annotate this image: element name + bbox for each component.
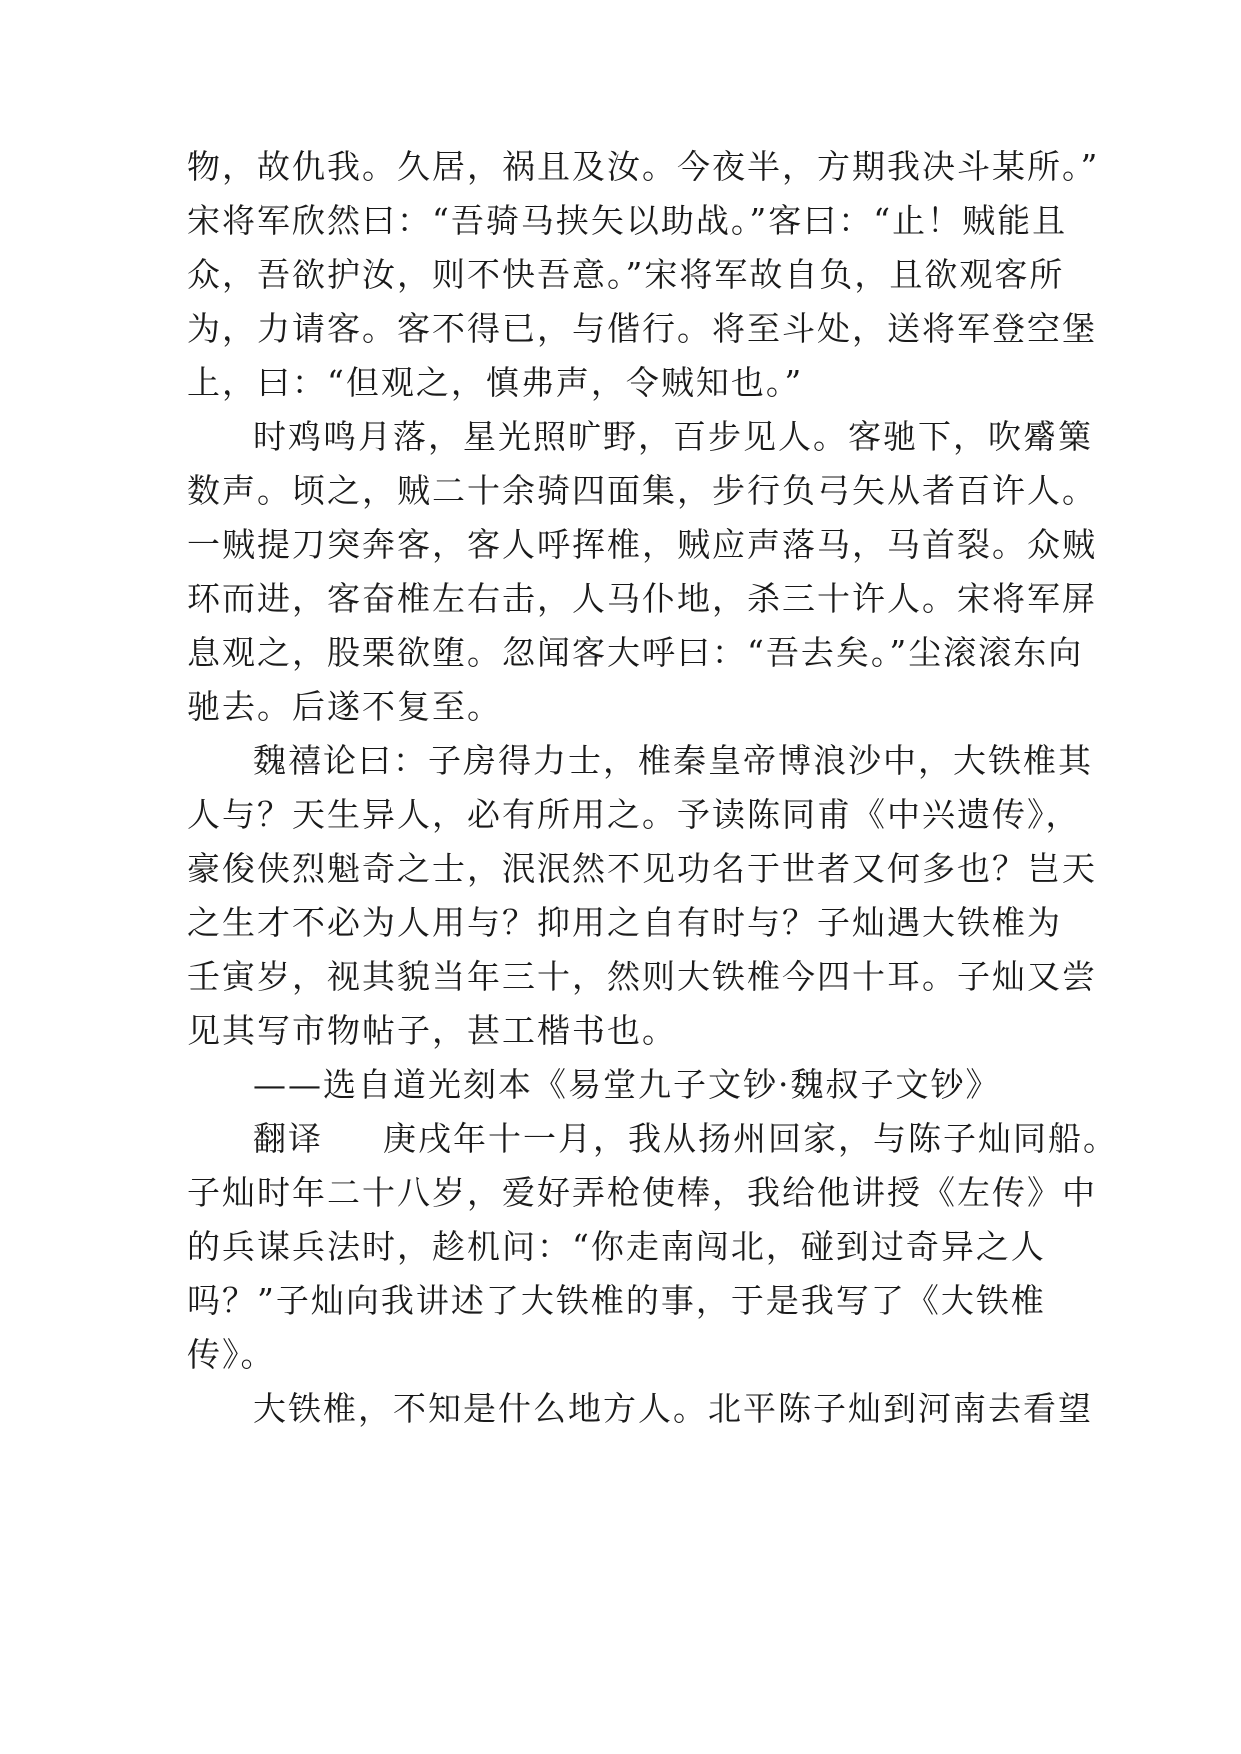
paragraph-start-line: 时鸡鸣月落，星光照旷野，百步见人。客驰下，吹觱篥: [253, 417, 1093, 456]
source-credit: ——选自道光刻本《易堂九子文钞·魏叔子文钞》: [253, 1065, 1001, 1104]
text-line: 众，吾欲护汝，则不快吾意。”宋将军故自负，且欲观客所: [187, 255, 1065, 294]
text-line: 数声。顷之，贼二十余骑四面集，步行负弓矢从者百许人。: [187, 471, 1097, 510]
text-line: 上，曰：“但观之，慎弗声，令贼知也。”: [187, 363, 804, 402]
text-line: 为，力请客。客不得已，与偕行。将至斗处，送将军登空堡: [187, 309, 1097, 348]
text-line: 之生才不必为人用与？抑用之自有时与？子灿遇大铁椎为: [187, 903, 1062, 942]
translation-paragraph-start: 大铁椎，不知是什么地方人。北平陈子灿到河南去看望: [253, 1389, 1093, 1428]
text-line: 宋将军欣然曰：“吾骑马挟矢以助战。”客曰：“止！贼能且: [187, 201, 1068, 240]
translation-line: 传》。: [187, 1335, 276, 1374]
text-line: 息观之，股栗欲堕。忽闻客大呼曰：“吾去矣。”尘滚滚东向: [187, 633, 1084, 672]
translation-first-line: [253, 1119, 1118, 1158]
text-line: 人与？天生异人，必有所用之。予读陈同甫《中兴遗传》，: [187, 795, 1081, 834]
translation-text: 庚戌年十一月，我从扬州回家，与陈子灿同船。: [383, 1119, 1118, 1158]
text-line: 驰去。后遂不复至。: [187, 687, 502, 726]
translation-label: 翻译: [253, 1119, 323, 1158]
text-line: 物，故仇我。久居，祸且及汝。今夜半，方期我决斗某所。”: [187, 147, 1100, 186]
translation-line: 的兵谋兵法时，趁机问：“你走南闯北，碰到过奇异之人: [187, 1227, 1046, 1266]
translation-line: 子灿时年二十八岁，爱好弄枪使棒，我给他讲授《左传》中: [187, 1173, 1097, 1212]
text-line: 环而进，客奋椎左右击，人马仆地，杀三十许人。宋将军屏: [187, 579, 1097, 618]
translation-line: 吗？”子灿向我讲述了大铁椎的事，于是我写了《大铁椎: [187, 1281, 1046, 1320]
text-line: 见其写市物帖子，甚工楷书也。: [187, 1011, 677, 1050]
paragraph-start-line: 魏禧论曰：子房得力士，椎秦皇帝博浪沙中，大铁椎其: [253, 741, 1093, 780]
text-line: 豪俊侠烈魁奇之士，泯泯然不见功名于世者又何多也？岂天: [187, 849, 1097, 888]
text-line: 一贼提刀突奔客，客人呼挥椎，贼应声落马，马首裂。众贼: [187, 525, 1097, 564]
text-line: 壬寅岁，视其貌当年三十，然则大铁椎今四十耳。子灿又尝: [187, 957, 1097, 996]
